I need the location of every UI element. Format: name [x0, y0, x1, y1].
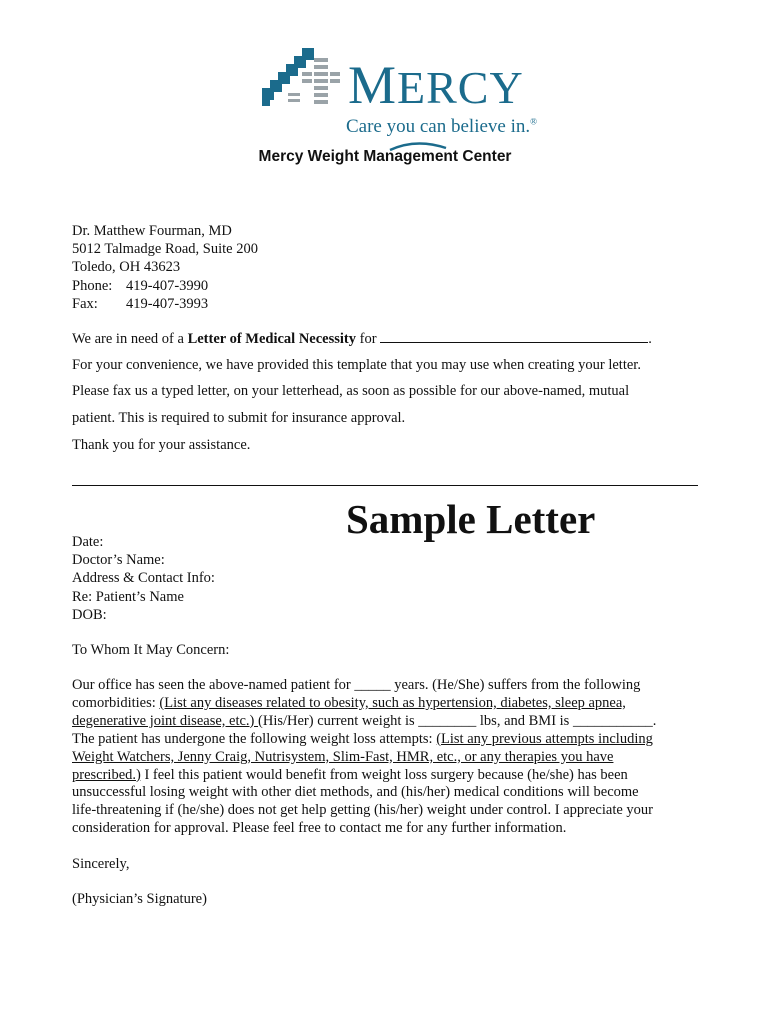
- body-line-7: unsuccessful losing weight with other diet methods, and (his/her) medical conditions will become: [72, 784, 639, 801]
- body-text: lbs, and BMI is: [476, 712, 573, 729]
- comorbidities-instruction: (List any diseases related to obesity, such as hypertension, diabetes, sleep apnea,: [159, 694, 626, 711]
- re-patient-label: Re: Patient’s Name: [72, 588, 184, 605]
- body-line-4: [72, 731, 712, 749]
- patient-name-blank: [380, 330, 648, 343]
- letter-fields: [72, 533, 215, 624]
- center-title: Mercy Weight Management Center: [258, 148, 512, 165]
- phone-label: Phone:: [72, 277, 113, 294]
- address-contact-label: Address & Contact Info:: [72, 570, 215, 587]
- sample-letter-title: Sample Letter: [346, 496, 596, 542]
- intro-line-3: Please fax us a typed letter, on your letterhead, as soon as possible for our above-named, mutual: [72, 383, 630, 399]
- signature-placeholder: (Physician’s Signature): [72, 891, 207, 907]
- brand-tagline: Care you can believe in.®: [346, 116, 537, 137]
- body-text: (His/Her) current weight is: [258, 712, 419, 729]
- brand-wordmark: MERCY: [348, 55, 524, 115]
- intro-line-2: For your convenience, we have provided this template that you may use when creating your letter.: [72, 357, 641, 373]
- body-text: The patient has undergone the following weight loss attempts:: [72, 730, 437, 747]
- intro-text-for: for: [356, 331, 377, 347]
- attempts-instruction-end: prescribed.): [72, 766, 141, 783]
- phone-row: [72, 277, 258, 295]
- body-line-9: consideration for approval. Please feel free to contact me for any further information.: [72, 820, 567, 837]
- body-line-6: [72, 767, 712, 785]
- doctor-name: Dr. Matthew Fourman, MD: [72, 223, 232, 239]
- body-text: .: [652, 712, 657, 729]
- closing: Sincerely,: [72, 856, 130, 872]
- body-text: years. (He/She) suffers from the following: [390, 677, 641, 693]
- body-line-3: [72, 713, 712, 731]
- intro-text: We are in need of a: [72, 331, 188, 347]
- weight-blank: ________: [418, 712, 477, 729]
- city-state-zip: Toledo, OH 43623: [72, 259, 181, 276]
- bmi-blank: ___________: [572, 712, 653, 729]
- years-blank: _____: [354, 677, 391, 693]
- intro-line-1: [72, 330, 652, 348]
- body-text: I feel this patient would benefit from weight loss surgery because (he/she) has been: [140, 766, 628, 783]
- fax-label: Fax:: [72, 295, 98, 312]
- doctor-name-label: Doctor’s Name:: [72, 552, 165, 569]
- dob-label: DOB:: [72, 606, 107, 623]
- fax-row: [72, 295, 258, 313]
- date-label: Date:: [72, 534, 104, 550]
- body-line-2: [72, 695, 712, 713]
- intro-line-5: Thank you for your assistance.: [72, 437, 251, 453]
- fax-number: 419-407-3993: [126, 295, 209, 312]
- letter-type-bold: Letter of Medical Necessity: [187, 331, 357, 347]
- comorbidities-instruction-cont: degenerative joint disease, etc.): [72, 712, 259, 729]
- body-line-8: life-threatening if (he/she) does not get help getting (his/her) weight under control. I appreciate your: [72, 802, 654, 819]
- body-text: comorbidities:: [72, 694, 160, 711]
- body-line-1: [72, 677, 712, 695]
- attempts-instruction: (List any previous attempts including: [436, 730, 653, 747]
- street-address: 5012 Talmadge Road, Suite 200: [72, 241, 258, 258]
- address-block: [72, 222, 258, 313]
- greeting: To Whom It May Concern:: [72, 642, 230, 658]
- section-divider: [72, 485, 698, 486]
- intro-line-4: patient. This is required to submit for insurance approval.: [72, 410, 406, 426]
- letter-body: [72, 677, 712, 838]
- body-line-5: [72, 749, 712, 767]
- body-text: Our office has seen the above-named patient for: [72, 677, 355, 693]
- mercy-logo: [258, 44, 537, 154]
- intro-period: .: [648, 331, 652, 347]
- attempts-instruction-cont: Weight Watchers, Jenny Craig, Nutrisystem, Slim-Fast, HMR, etc., or any therapies you have: [72, 748, 614, 765]
- phone-number: 419-407-3990: [126, 277, 209, 294]
- stair-cross-logo-icon: [258, 48, 348, 118]
